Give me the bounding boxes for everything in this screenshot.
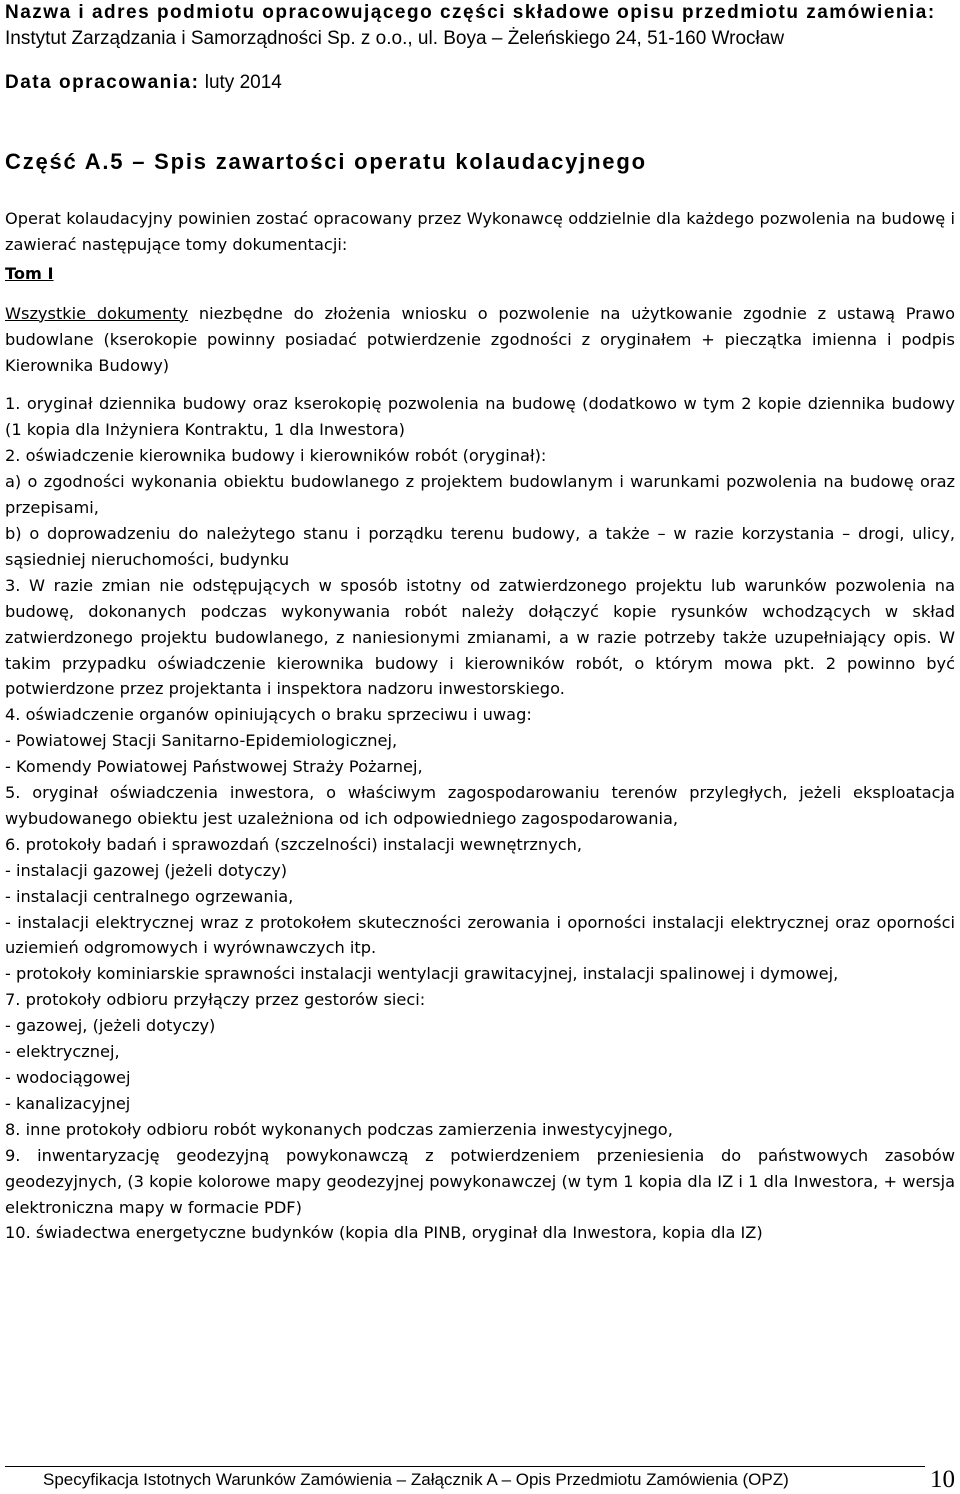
list-item: a) o zgodności wykonania obiektu budowlanego z projektem budowlanym i warunkami pozwolenia na budowę oraz przepisami,	[5, 472, 955, 518]
list-item: 1. oryginał dziennika budowy oraz kserokopię pozwolenia na budowę (dodatkowo w tym 2 kopie dziennika budowy (1 kopia dla Inżyniera Kontraktu, 1 dla Inwestora)	[5, 394, 955, 440]
list-item: 5. oryginał oświadczenia inwestora, o właściwym zagospodarowaniu terenów przyległych, jeżeli eksploatacja wybudowanego obiektu jest uzależniona od ich odpowiedniego zagospodarowania,	[5, 783, 955, 828]
list-item: - instalacji centralnego ogrzewania,	[5, 886, 294, 906]
preparer-value: Instytut Zarządzania i Samorządności Sp. z o.o., ul. Boya – Żeleńskiego 24, 51-160 Wrocław	[5, 28, 785, 49]
intro-paragraph: Operat kolaudacyjny powinien zostać opracowany przez Wykonawcę oddzielnie dla każdego pozwolenia na budowę i zawierać następujące tomy dokumentacji:	[5, 209, 955, 254]
list-item: - Powiatowej Stacji Sanitarno-Epidemiologicznej,	[5, 731, 398, 751]
date-value: luty 2014	[204, 72, 282, 93]
list-item: 3. W razie zmian nie odstępujących w sposób istotny od zatwierdzonego projektu lub warunków pozwolenia na budowę, dokonanych podczas wykonywania robót należy dołączyć kopie rysunków wchodzących w skład zatwierdzonego projektu budowlanego, z naniesionymi zmianami, a w razie potrzeby także uzupełniający opis. W takim przypadku oświadczenie kierownika budowy i kierowników robót, o którym mowa pkt. 2 powinno być potwierdzone przez projektanta i inspektora nadzoru inwestorskiego.	[5, 575, 955, 699]
list-item: 4. oświadczenie organów opiniujących o braku sprzeciwu i uwag:	[5, 705, 532, 725]
page-footer	[5, 1458, 955, 1492]
page-number: 10	[930, 1466, 955, 1493]
list-item: - kanalizacyjnej	[5, 1093, 131, 1113]
footer-rule	[5, 1466, 925, 1467]
list-item: 6. protokoły badań i sprawozdań (szczelności) instalacji wewnętrznych,	[5, 834, 583, 854]
preparer-label: Nazwa i adres podmiotu opracowującego części składowe opisu przedmiotu zamówienia:	[5, 2, 936, 23]
list-item: 7. protokoły odbioru przyłączy przez gestorów sieci:	[5, 990, 426, 1010]
tom-heading: Tom I	[5, 263, 54, 283]
date-label: Data opracowania:	[5, 72, 200, 93]
list-item: - wodociągowej	[5, 1068, 131, 1087]
list-item: - Komendy Powiatowej Państwowej Straży Pożarnej,	[5, 757, 423, 777]
list-item: - instalacji gazowej (jeżeli dotyczy)	[5, 860, 288, 880]
list-item: - gazowej, (jeżeli dotyczy)	[5, 1016, 216, 1036]
list-item: 2. oświadczenie kierownika budowy i kierowników robót (oryginał):	[5, 446, 547, 466]
preparer-line	[5, 0, 955, 52]
lead-paragraph	[5, 301, 955, 379]
lead-underlined: Wszystkie dokumenty	[5, 303, 189, 323]
document-page	[5, 0, 955, 1246]
list-item: b) o doprowadzeniu do należytego stanu i porządku terenu budowy, a także – w razie korzystania – drogi, ulicy, sąsiedniej nieruchomości, budynku	[5, 523, 955, 569]
date-line	[5, 70, 955, 96]
list-item: 9. inwentaryzację geodezyjną powykonawczą z potwierdzeniem przeniesienia do państwowych zasobów geodezyjnych, (3 kopie kolorowe mapy geodezyjnej powykonawczej (w tym 1 kopia dla IZ i 1 dla Inwestora, + wersja elektroniczna mapy w formacie PDF)	[5, 1145, 955, 1217]
section-title: Część A.5 – Spis zawartości operatu kolaudacyjnego	[5, 149, 647, 174]
list-item: 8. inne protokoły odbioru robót wykonanych podczas zamierzenia inwestycyjnego,	[5, 1119, 673, 1139]
list-item: 10. świadectwa energetyczne budynków (kopia dla PINB, oryginał dla Inwestora, kopia dla IZ)	[5, 1223, 763, 1243]
list-item: - elektrycznej,	[5, 1042, 120, 1062]
list-item: - instalacji elektrycznej wraz z protokołem skuteczności zerowania i oporności instalacji elektrycznej oraz oporności uziemień odgromowych i wyrównawczych itp.	[5, 912, 955, 958]
footer-text: Specyfikacja Istotnych Warunków Zamówienia – Załącznik A – Opis Przedmiotu Zamówienia (OPZ)	[43, 1470, 789, 1489]
list-item: - protokoły kominiarskie sprawności instalacji wentylacji grawitacyjnej, instalacji spalinowej i dymowej,	[5, 964, 839, 984]
document-list	[5, 391, 955, 1246]
lead-rest: niezbędne do złożenia wniosku o pozwolenie na użytkowanie zgodnie z ustawą Prawo budowlane (kserokopie powinny posiadać potwierdzenie zgodności z oryginałem + pieczątka imienna i podpis Kierownika Budowy)	[5, 303, 955, 375]
